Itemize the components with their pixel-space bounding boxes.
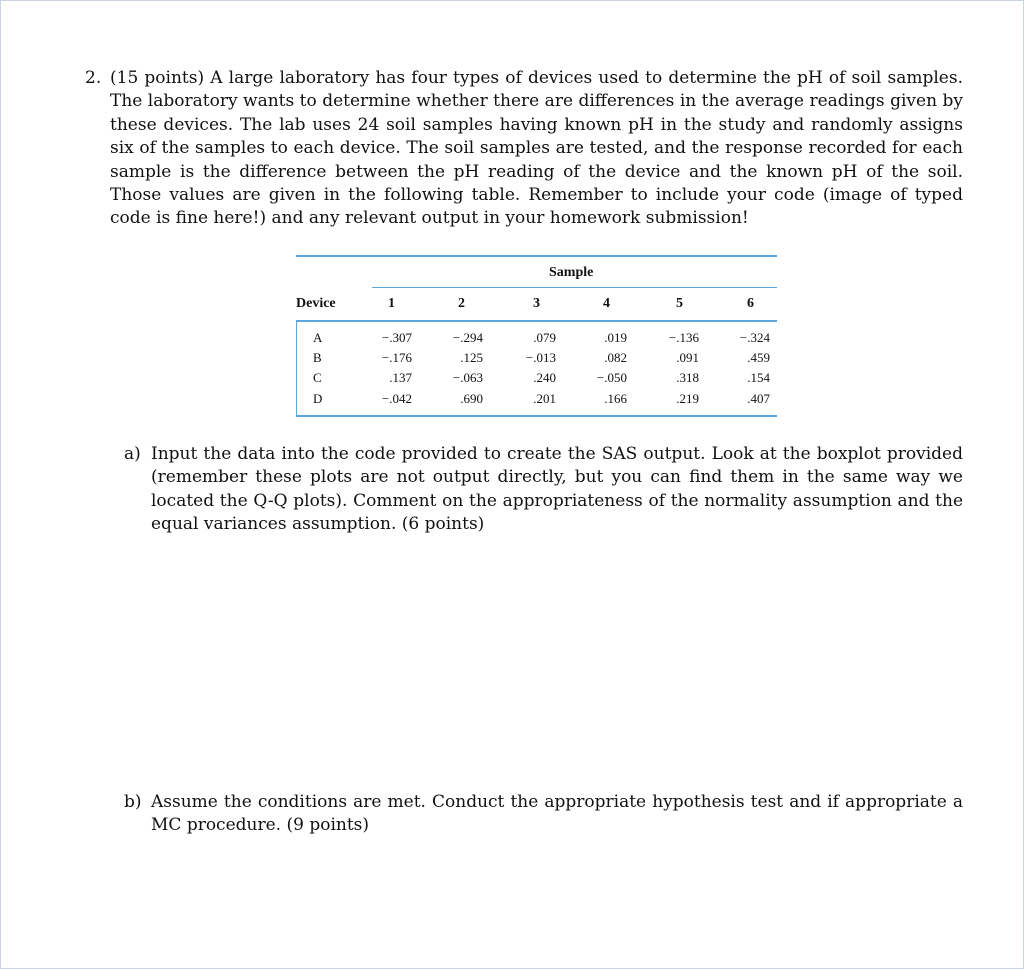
table-cell: .201: [533, 391, 556, 406]
table-cell: −.050: [596, 370, 627, 385]
part-a-text: Input the data into the code provided to create the SAS output. Look at the boxplot provided (remember these plots are not output directly, but you can find them in the same way we located the Q-Q plots). Comment on the appropriateness of the normality assumption and the equal variances assumption. (6 points): [151, 444, 963, 535]
table-cell: .166: [604, 391, 627, 406]
table-cell: −.307: [381, 330, 412, 345]
table-header-rule: [296, 320, 777, 322]
column-header: 4: [603, 296, 610, 311]
table-cell: .125: [460, 350, 483, 365]
sample-span-rule: [372, 287, 777, 288]
table-cell: −.324: [739, 330, 770, 345]
table-cell: .091: [676, 350, 699, 365]
table-cell: .079: [533, 330, 556, 345]
table-cell: −.294: [452, 330, 483, 345]
table-cell: .240: [533, 370, 556, 385]
table-cell: .318: [676, 370, 699, 385]
part-b-label: b): [124, 792, 142, 812]
table-bottom-rule: [296, 415, 777, 417]
table-cell: −.063: [452, 370, 483, 385]
column-header: 1: [388, 296, 395, 311]
table-cell: .019: [604, 330, 627, 345]
column-header: 6: [747, 296, 754, 311]
question-number: 2.: [85, 68, 102, 88]
table-cell: −.013: [525, 350, 556, 365]
table-cell: .219: [676, 391, 699, 406]
device-label: B: [313, 350, 322, 365]
table-cell: −.176: [381, 350, 412, 365]
sample-span-header: Sample: [549, 265, 594, 280]
column-header: 5: [676, 296, 683, 311]
table-cell: .137: [389, 370, 412, 385]
part-a-label: a): [124, 444, 141, 464]
table-cell: .459: [747, 350, 770, 365]
table-row-divider: [296, 322, 297, 415]
table-cell: .407: [747, 391, 770, 406]
data-table: [296, 255, 777, 418]
table-cell: −.042: [381, 391, 412, 406]
device-label: C: [313, 370, 322, 385]
device-column-header: Device: [296, 296, 336, 311]
table-cell: −.136: [668, 330, 699, 345]
device-label: A: [313, 330, 323, 345]
table-cell: .154: [747, 370, 770, 385]
table-cell: .082: [604, 350, 627, 365]
table-cell: .690: [460, 391, 483, 406]
column-header: 2: [458, 296, 465, 311]
column-header: 3: [533, 296, 540, 311]
device-label: D: [313, 391, 323, 406]
part-b-text: Assume the conditions are met. Conduct the appropriate hypothesis test and if appropriate a MC procedure. (9 points): [151, 792, 963, 836]
table-top-rule: [296, 255, 777, 257]
question-intro: (15 points) A large laboratory has four types of devices used to determine the pH of soil samples. The laboratory wants to determine whether there are differences in the average readings given by these devices. The lab uses 24 soil samples having known pH in the study and randomly assigns six of the samples to each device. The soil samples are tested, and the response recorded for each sample is the difference between the pH reading of the device and the known pH of the soil. Those values are given in the following table. Remember to include your code (image of typed code is fine here!) and any relevant output in your homework submission!: [110, 68, 963, 229]
